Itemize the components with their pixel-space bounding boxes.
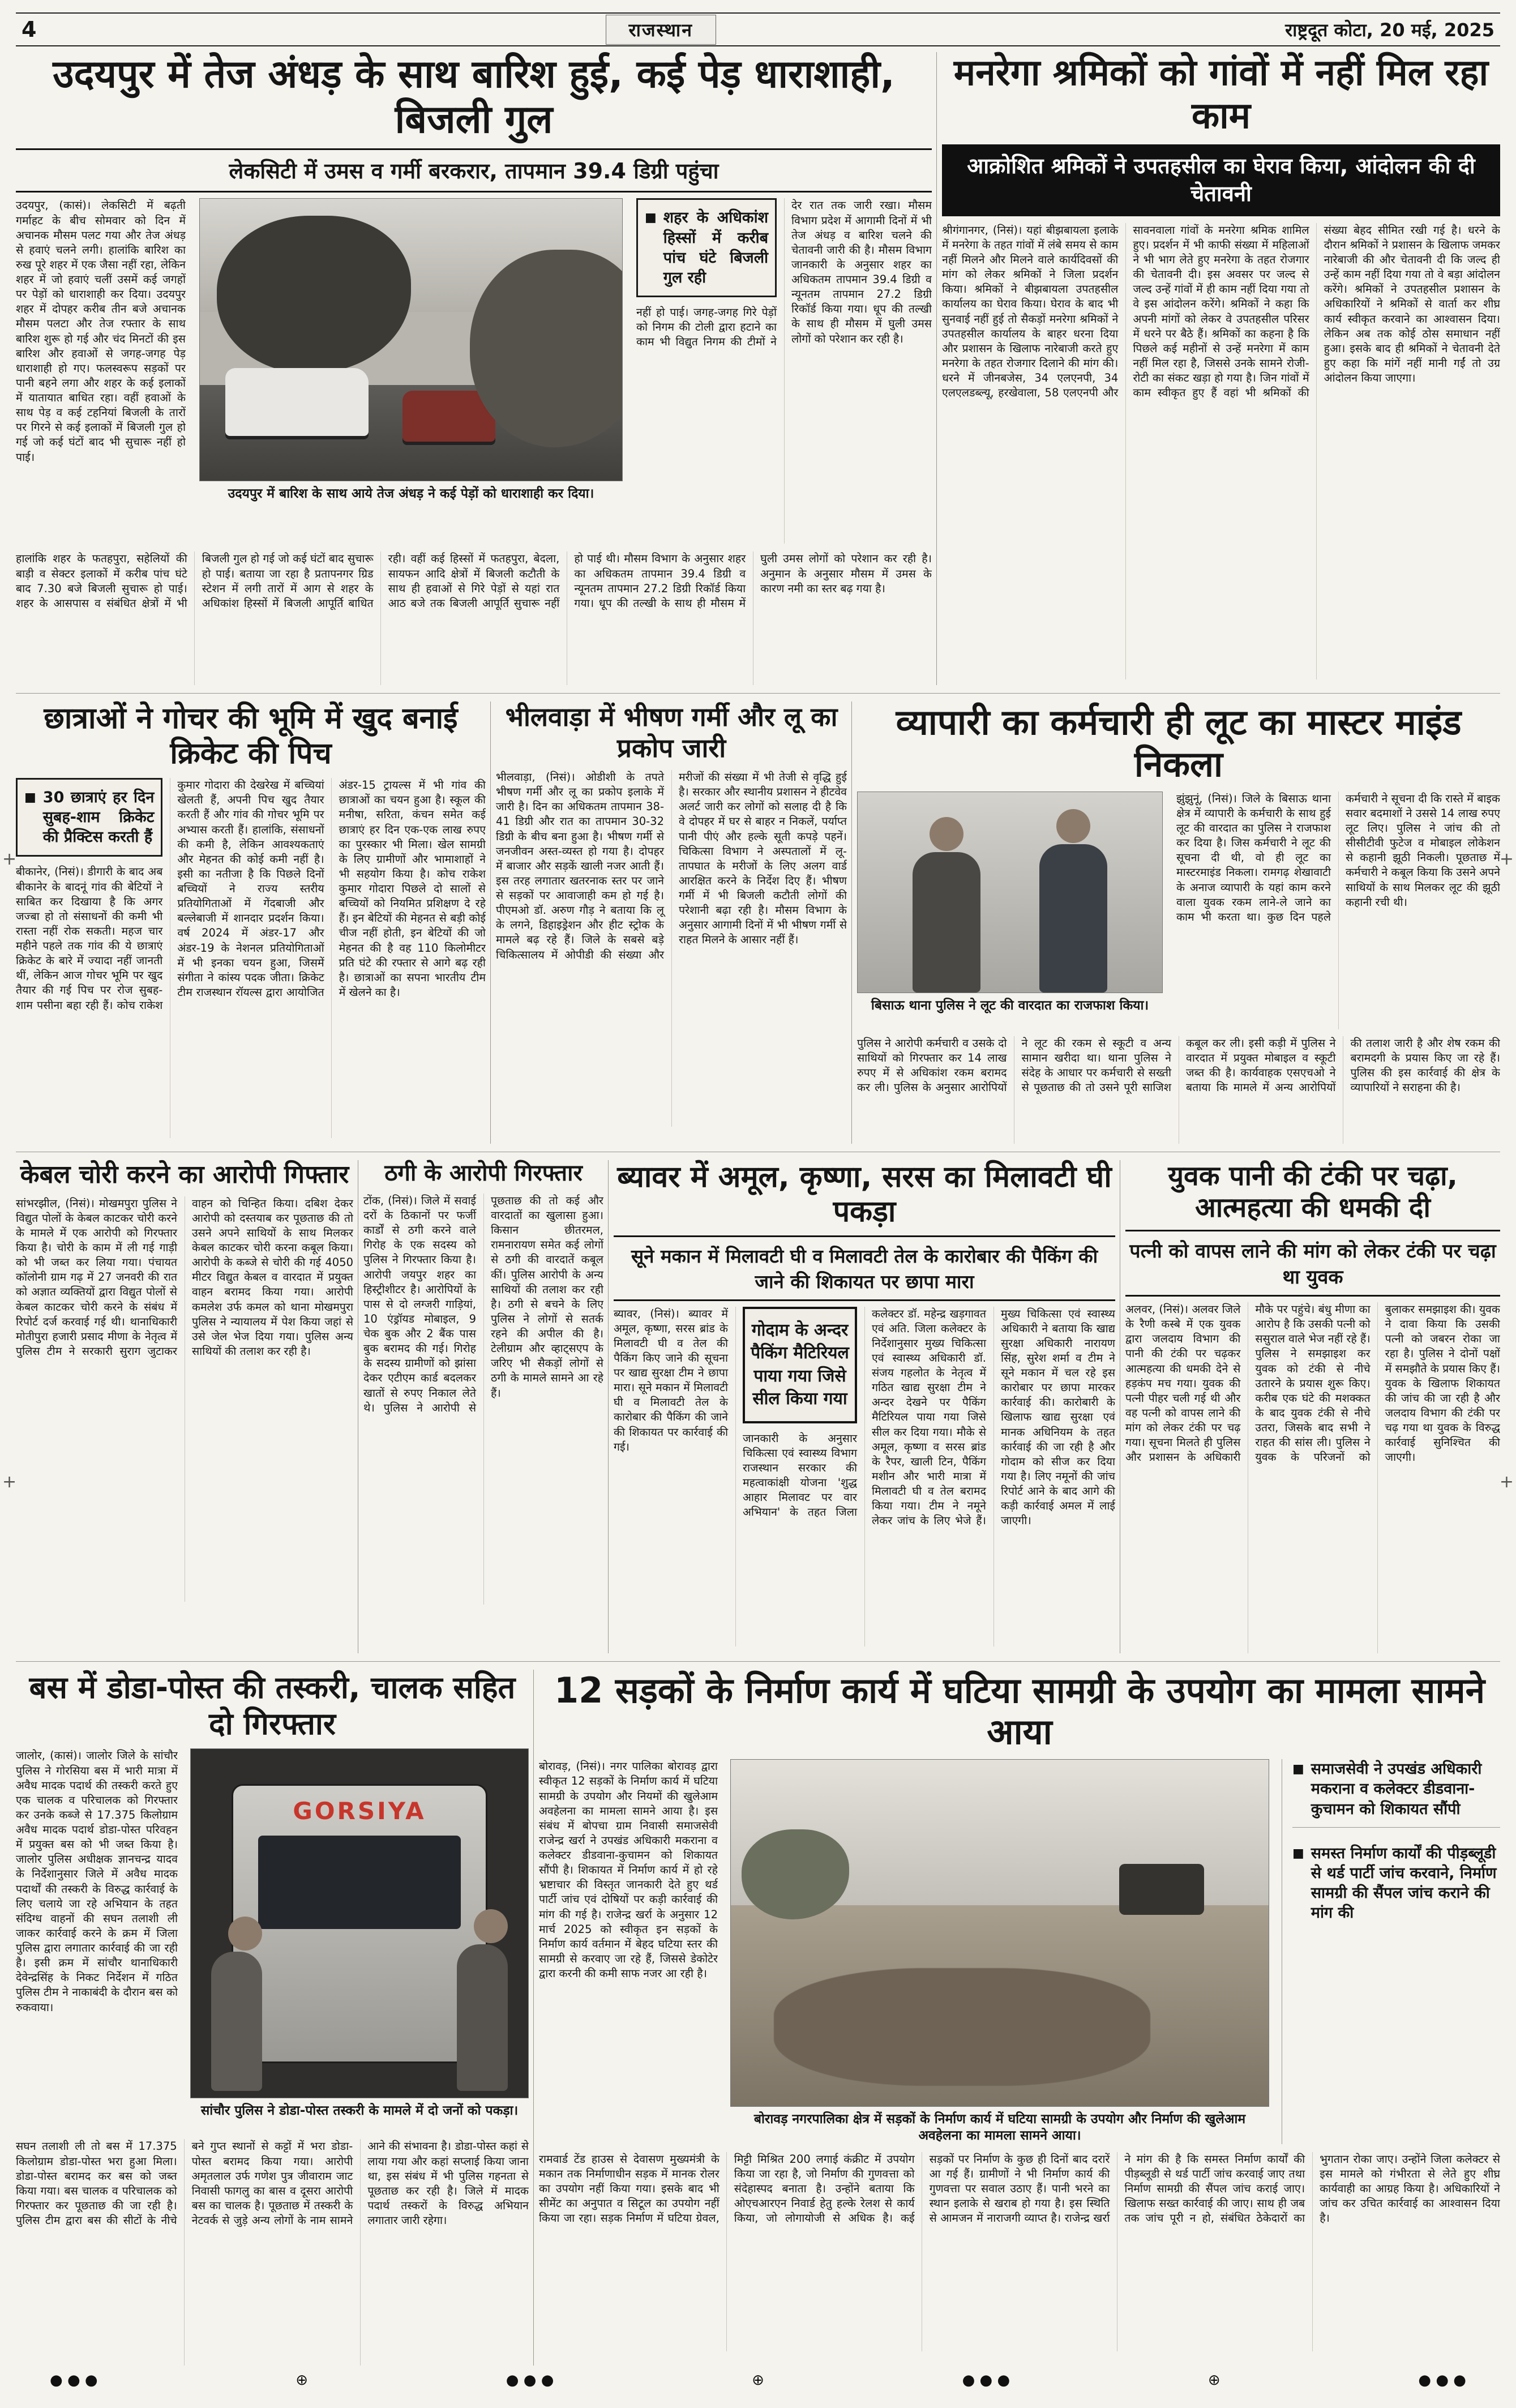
print-registration-marks bbox=[50, 2372, 1466, 2389]
photo-car bbox=[225, 368, 369, 436]
crop-mark-icon: + bbox=[2, 849, 17, 869]
bus-photo bbox=[190, 1748, 529, 2098]
roads-bullet-2 bbox=[1292, 1836, 1500, 1923]
article-loot-mastermind bbox=[857, 702, 1500, 1143]
roads-bullet-1-text: समाजसेवी ने उपखंड अधिकारी मकराना व कलेक्टर डीडवाना-कुचामन को शिकायत सौंपी bbox=[1311, 1760, 1482, 1818]
article-water-tank bbox=[1125, 1160, 1500, 1653]
registration-icon: ⊕ bbox=[752, 2372, 764, 2389]
column-divider bbox=[358, 1160, 359, 1653]
storm-photo bbox=[199, 198, 623, 481]
road-photo bbox=[730, 1759, 1269, 2107]
roads-bullet-1 bbox=[1292, 1759, 1500, 1827]
square-bullet-icon: ■ bbox=[1292, 1846, 1304, 1860]
photo-mud-patch bbox=[774, 1968, 1150, 2086]
subhead-mnrega: आक्रोशित श्रमिकों ने उपतहसील का घेराव किया, आंदोलन की दी चेतावनी bbox=[942, 144, 1500, 216]
photo-policeman-1 bbox=[211, 1952, 262, 2091]
headline-bus: बस में डोडा-पोस्त की तस्करी, चालक सहित दो गिरफ्तार bbox=[29, 1670, 516, 1742]
bus-photo-caption: सांचौर पुलिस ने डोडा-पोस्त तस्करी के मामले में दो जनों को पकड़ा। bbox=[200, 2103, 519, 2119]
article-bus-smuggling bbox=[16, 1670, 529, 2366]
article-roads-quality bbox=[539, 1670, 1500, 2366]
bus-body-bottom: सघन तलाशी ली तो बस में 17.375 किलोग्राम डोडा-पोस्त भरा हुआ मिला। डोडा-पोस्त बरामद कर बस को जब्त किया गया। बस चालक व परिचालक को गिरफ्तार कर पूछताछ की जा रही है। पुलिस टीम द्वारा बस की सीटों के नीचे बने गुप्त स्थानों से कट्टों में भरा डोडा-पोस्त बरामद किया गया। आरोपी अमृतलाल उर्फ गणेश पुत्र जीवाराम जाट निवासी फागलु का बास व दूसरा आरोपी बस का चालक है। पूछताछ में तस्करी के नेटवर्क से जुड़े अन्य लोगों के नाम सामने आने की संभावना है। डोडा-पोस्त कहां से लाया गया और कहां सप्लाई किया जाना था, इस संबंध में भी पुलिस गहनता से पूछताछ कर रही है। जिले में मादक पदार्थ तस्करों के विरुद्ध अभियान लगातार जारी रहेगा। bbox=[16, 2140, 529, 2227]
tank-body: अलवर, (निसं)। अलवर जिले के रैणी कस्बे में एक युवक द्वारा जलदाय विभाग की पानी की टंकी पर चढ़कर आत्महत्या की धमकी देने से हड़कंप मच गया। युवक की पत्नी पीहर चली गई थी और वह पत्नी को वापस लाने की मांग को लेकर टंकी पर चढ़ गया। सूचना मिलते ही पुलिस और प्रशासन के अधिकारी मौके पर पहुंचे। बंधु मीणा का आरोप है कि उसकी पत्नी को ससुराल वाले भेज नहीं रहे हैं। पुलिस ने समझाइश कर युवक को टंकी से नीचे उतारने के प्रयास शुरू किए। करीब एक घंटे की मशक्कत के बाद युवक टंकी से नीचे उतरा, जिसके बाद सभी ने राहत की सांस ली। पुलिस ने युवक के परिजनों को बुलाकर समझाइश की। युवक ने दावा किया कि उसकी पत्नी को जबरन रोका जा रहा है। पुलिस ने दोनों पक्षों में समझौते के प्रयास किए हैं। युवक के खिलाफ शिकायत की जांच की जा रही है और जलदाय विभाग की टंकी पर चढ़ गया था युवक के विरुद्ध कार्रवाई सुनिश्चित की जाएगी। bbox=[1125, 1303, 1500, 1464]
cricket-bullet-text: 30 छात्राएं हर दिन सुबह-शाम क्रिकेट की प्रैक्टिस करती हैं bbox=[42, 789, 155, 846]
headline-bhilwara: भीलवाड़ा में भीषण गर्मी और लू का प्रकोप जारी bbox=[505, 702, 838, 763]
udaipur-body-bottom: हालांकि शहर के फतहपुरा, सहेलियों की बाड़ी व सेक्टर इलाकों में करीब पांच घंटे बाद 7.30 बजे बिजली सुचारू हो पाई। शहर के आसपास व संबंधित क्षेत्रों में भी बिजली गुल हो गई जो कई घंटों बाद सुचारू हो पाई। बताया जा रहा है प्रतापनगर ग्रिड स्टेशन में लगी तारों में आग से शहर के अधिकांश हिस्सों में बिजली आपूर्ति बाधित रही। वहीं कई हिस्सों में फतहपुरा, बेदला, सायफन आदि क्षेत्रों में बिजली कटौती के साथ ही हवाओं से गिरे पेड़ों से यहां रात आठ बजे तक बिजली आपूर्ति सुचारू नहीं हो पाई थी। मौसम विभाग के अनुसार शहर का अधिकतम तापमान 39.4 डिग्री व न्यूनतम तापमान 27.2 डिग्री रिकॉर्ड किया गया। धूप की तल्खी के साथ ही मौसम में घुली उमस लोगों को परेशान कर रही है। अनुमान के अनुसार मौसम में उमस के कारण नमी का स्तर बढ़ गया है। bbox=[16, 552, 932, 610]
square-bullet-icon: ■ bbox=[1292, 1762, 1304, 1777]
cable-body: सांभरझील, (निसं)। मोखमपुरा पुलिस ने विद्युत पोलों के केबल काटकर चोरी करने के मामले में एक आरोपी को गिरफ्तार किया है। चोरी के काम में ली गई गाड़ी को भी जब्त कर लिया गया। पंचायत कॉलोनी ग्राम गढ़ में 27 जनवरी की रात को अज्ञात व्यक्तियों द्वारा विद्युत पोलों से केबल काटकर चोरी करने के संबंध में रिपोर्ट दर्ज करवाई गई थी। थानाधिकारी मोतीपुरा हजारी प्रसाद मीणा के नेतृत्व में पुलिस टीम ने सरकारी सुराग जुटाकर वाहन को चिन्हित किया। दबिश देकर आरोपी को दस्तयाब कर पूछताछ की तो उसने अपने साथियों के साथ मिलकर केबल काटकर चोरी करना कबूल किया। आरोपी के कब्जे से चोरी की गई 4050 मीटर विद्युत केबल व वारदात में प्रयुक्त वाहन बरामद किया गया। आरोपी कमलेश उर्फ कमल को थाना मोखमपुरा पुलिस ने न्यायालय में पेश किया जहां से उसे जेल भेज दिया गया। पुलिस अन्य साथियों की तलाश कर रही है। bbox=[16, 1196, 353, 1358]
headline-udaipur-storm: उदयपुर में तेज अंधड़ के साथ बारिश हुई, कई पेड़ धाराशाही, बिजली गुल bbox=[53, 52, 895, 143]
column-divider bbox=[936, 52, 937, 685]
crop-mark-icon: + bbox=[1499, 849, 1514, 869]
storm-photo-caption: उदयपुर में बारिश के साथ आये तेज अंधड़ ने कई पेड़ों को धाराशाही कर दिया। bbox=[228, 486, 594, 502]
headline-tank: युवक पानी की टंकी पर चढ़ा, आत्महत्या की धमकी दी bbox=[1168, 1160, 1458, 1224]
photo-background bbox=[858, 792, 1162, 993]
article-udaipur-storm bbox=[16, 52, 932, 685]
ghee-body-2: जानकारी के अनुसार चिकित्सा एवं स्वास्थ्य विभाग राजस्थान सरकार की महत्वाकांक्षी योजना 'शुद्ध आहार मिलावट पर वार अभियान' के तहत जिला कलेक्टर डॉ. महेन्द्र खड़गावत एवं अति. जिला कलेक्टर के निर्देशानुसार मुख्य चिकित्सा एवं स्वास्थ्य अधिकारी डॉ. संजय गहलोत के नेतृत्व में गठित खाद्य सुरक्षा टीम ने अन्दर देखने पर पैकिंग मैटिरियल पाया गया जिसे सील कर दिया गया। मौके से अमूल, कृष्णा व सरस ब्रांड के रैपर, खाली टिन, पैकिंग मशीन और भारी मात्रा में मिलावटी घी व तेल बरामद किया गया। टीम ने नमूने लेकर जांच के लिए भेजे हैं। मुख्य चिकित्सा एवं स्वास्थ्य अधिकारी ने बताया कि खाद्य सुरक्षा अधिकारी नारायण सिंह, सुरेश शर्मा व टीम ने सूने मकान में चल रहे इस कारोबार पर छापा मारकर कार्रवाई की। कारोबारी के खिलाफ खाद्य सुरक्षा एवं मानक अधिनियम के तहत कार्रवाई की जा रही है और गोदाम को सीज कर दिया गया है। लिए नमूनों की जांच रिपोर्ट आने के बाद आगे की कड़ी कार्रवाई अमल में लाई जाएगी। bbox=[743, 1307, 1115, 1528]
column-divider bbox=[1120, 1160, 1121, 1653]
edition-date: राष्ट्रदूत कोटा, 20 मई, 2025 bbox=[1285, 19, 1494, 41]
ghee-body-1: ब्यावर, (निसं)। ब्यावर में अमूल, कृष्णा, सरस ब्रांड के मिलावटी घी व तेल की पैकिंग किए जाने की सूचना पर खाद्य सुरक्षा टीम ने छापा मारा। सूने मकान में मिलावटी घी व मिलावटी तेल के कारोबार की पैकिंग की जाने की शिकायत पर कार्रवाई की गई। bbox=[614, 1307, 728, 1453]
loot-photo-caption: बिसाऊ थाना पुलिस ने लूट की वारदात का राजफाश किया। bbox=[871, 998, 1149, 1013]
loot-body-top: झुंझुनूं, (निसं)। जिले के बिसाऊ थाना क्षेत्र में व्यापारी के कर्मचारी के साथ हुई लूट की वारदात का पुलिस ने राजफाश कर दिया है। जिस कर्मचारी ने लूट की सूचना दी थी, वो ही लूट का मास्टरमाइंड निकला। रामगढ़ शेखावाटी के अनाज व्यापारी के यहां काम करने वाला युवक रकम लाने-ले जाने का काम भी करता था। कुछ दिन पहले कर्मचारी ने सूचना दी कि रास्ते में बाइक सवार बदमाशों ने उससे 14 लाख रुपए लूट लिए। पुलिस ने जांच की तो सीसीटीवी फुटेज व मोबाइल लोकेशन से कहानी झूठी निकली। पूछताछ में कर्मचारी ने कबूल किया कि उसने अपने साथियों के साथ मिलकर लूट की झूठी कहानी रची थी। bbox=[1176, 792, 1500, 923]
photo-suspect-2 bbox=[1039, 844, 1107, 993]
bhilwara-body: भीलवाड़ा, (निसं)। ओडीशी के तपते भीषण गर्मी और लू का प्रकोप इलाके में जारी है। दिन का अधिकतम तापमान 38-41 डिग्री और रात का तापमान 30-32 डिग्री के बीच बना हुआ है। भीषण गर्मी से जनजीवन अस्त-व्यस्त हो गया है। दोपहर में बाजार और सड़कें खाली नजर आती हैं। इस तरह लगातार खतरनाक स्तर पर जाने से सड़कों पर आवाजाही कम हो गई है। पीएमओ डॉ. अरुण गौड़ ने बताया कि लू के लगने, डिहाइड्रेशन और हीट स्ट्रोक के मामले बढ़ रहे हैं। जिले के सबसे बड़े चिकित्सालय में ओपीडी की संख्या और मरीजों की संख्या में भी तेजी से वृद्धि हुई है। सरकार और स्थानीय प्रशासन ने हीटवेव अलर्ट जारी कर लोगों को सलाह दी है कि वे दोपहर में घर से बाहर न निकलें, पर्याप्त पानी पीएं और हल्के सूती कपड़े पहनें। चिकित्सा विभाग ने अस्पतालों में लू-तापघात के मरीजों के लिए अलग वार्ड आरक्षित करने के निर्देश दिए हैं। भीषण गर्मी में भी बिजली कटौती लोगों की परेशानी बढ़ा रही है। मौसम विभाग के अनुसार आगामी दिनों में भी भीषण गर्मी से राहत मिलने के आसार नहीं हैं। bbox=[496, 771, 847, 961]
mnrega-body: श्रीगंगानगर, (निसं)। यहां बीझबायला इलाके में मनरेगा के तहत गांवों में लंबे समय से काम नहीं मिलने और मिलने वाले कार्यदिवसों की मांग को लेकर श्रमिकों ने जिला प्रदर्शन किया। श्रमिकों ने बीझबायला उपतहसील कार्यालय का घेराव किया। घेराव के बाद भी सुनवाई नहीं हुई तो सैकड़ों मनरेगा श्रमिकों ने उपतहसील कार्यालय के बाहर धरना दिया और प्रशासन के खिलाफ नारेबाजी करते हुए मनरेगा के तहत रोजगार दिलाने की मांग की। धरने में जीनबजेस, 34 एलएनपी, 34 एलएलडब्ल्यू, हरखेवाला, 58 एलएनपी और सावनवाला गांवों के मनरेगा श्रमिक शामिल हुए। प्रदर्शन में भी काफी संख्या में महिलाओं ने भी भाग लेते हुए मनरेगा के तहत रोजगार की चेतावनी दी। इस अवसर पर जल्द से जल्द उन्हें गांवों में ही काम नहीं दिया गया तो वे इस आंदोलन करेंगे। श्रमिकों ने कहा कि अपनी मांगों को लेकर वे उपतहसील परिसर में धरने पर बैठे हैं। श्रमिकों का कहना है कि पिछले कई महीनों से उन्हें मनरेगा में काम नहीं मिल रहा है, जिससे उनके सामने रोजी-रोटी का संकट खड़ा हो गया है। जिन गांवों में काम स्वीकृत हुए हैं वहां भी श्रमिकों की संख्या बेहद सीमित रखी गई है। धरने के दौरान श्रमिकों ने प्रशासन के खिलाफ जमकर नारेबाजी की और चेतावनी दी कि जल्द ही उन्हें काम नहीं दिया गया तो वे बड़ा आंदोलन करेंगे। श्रमिकों ने उपतहसील प्रशासन के अधिकारियों ने श्रमिकों से वार्ता कर शीघ्र कार्य स्वीकृत करवाने का आश्वासन दिया। लेकिन अब तक कोई ठोस समाधान नहीं हुआ। इसके बाद ही श्रमिकों ने चेतावनी देते हुए कहा कि मांगें नहीं मानी गईं तो उग्र आंदोलन किया जाएगा। bbox=[942, 223, 1500, 400]
row-separator bbox=[16, 693, 1500, 694]
article-cable-theft bbox=[16, 1160, 353, 1653]
road-photo-caption: बोरावड़ नगरपालिका क्षेत्र में सड़कों के निर्माण कार्य में घटिया सामग्री के उपयोग और निर्माण की खुलेआम अवहेलना का मामला सामने आया। bbox=[753, 2112, 1246, 2144]
row-separator bbox=[16, 1661, 1500, 1662]
loot-body-bottom: पुलिस ने आरोपी कर्मचारी व उसके दो साथियों को गिरफ्तार कर 14 लाख रुपए में से अधिकांश रकम बरामद कर ली। पुलिस के अनुसार आरोपियों ने लूट की रकम से स्कूटी व अन्य सामान खरीदा था। थाना पुलिस ने संदेह के आधार पर कर्मचारी से सख्ती से पूछताछ की तो उसने पूरी साजिश कबूल कर ली। इसी कड़ी में पुलिस ने वारदात में प्रयुक्त मोबाइल व स्कूटी जब्त की है। कार्यवाहक एसएचओ ने बताया कि मामले में अन्य आरोपियों की तलाश जारी है और शेष रकम की बरामदगी के प्रयास किए जा रहे हैं। पुलिस की इस कार्रवाई की क्षेत्र के व्यापारियों ने सराहना की है। bbox=[857, 1036, 1500, 1094]
dots-mark: ● ● ● bbox=[50, 2372, 98, 2389]
section-title: राजस्थान bbox=[606, 15, 716, 45]
column-divider bbox=[533, 1670, 534, 2366]
fraud-body: टोंक, (निसं)। जिले में सवाई दरों के ठिकानों पर फर्जी कार्डों से ठगी करने वाले गिरोह के एक सदस्य को पुलिस ने गिरफ्तार किया है। आरोपी जयपुर शहर का हिस्ट्रीशीटर है। आरोपियों के पास से दो लग्जरी गाड़ियां, 10 एंड्रॉयड मोबाइल, 9 चेक बुक और 2 बैंक पास बुक बरामद की गई। गिरोह के सदस्य ग्रामीणों को झांसा देकर एटीएम कार्ड बदलकर खातों से रुपए निकाल लेते थे। पुलिस ने आरोपी से पूछताछ की तो कई और वारदातों का खुलासा हुआ। किसान छीतरमल, रामनारायण समेत कई लोगों से ठगी की वारदातें कबूल कीं। पुलिस आरोपी के अन्य साथियों की तलाश कर रही है। ठगी से बचने के लिए पुलिस ने लोगों से सतर्क रहने की अपील की है। टेलीग्राम और व्हाट्सएप के जरिए भी सैकड़ों लोगों से ठगी के मामले सामने आ रहे हैं। bbox=[363, 1194, 603, 1414]
square-bullet-icon: ■ bbox=[645, 211, 657, 225]
udaipur-highlight-text: शहर के अधिकांश हिस्सों में करीब पांच घंटे बिजली गुल रही bbox=[663, 209, 768, 286]
subhead-tank: पत्नी को वापस लाने की मांग को लेकर टंकी पर चढ़ा था युवक bbox=[1125, 1230, 1500, 1297]
headline-loot: व्यापारी का कर्मचारी ही लूट का मास्टर माइंड निकला bbox=[896, 702, 1462, 785]
headline-cable: केबल चोरी करने का आरोपी गिफ्तार bbox=[20, 1160, 349, 1189]
headline-ghee: ब्यावर में अमूल, कृष्णा, सरस का मिलावटी घी पकड़ा bbox=[617, 1160, 1112, 1229]
photo-windshield bbox=[258, 1836, 461, 1930]
udaipur-highlight-box bbox=[636, 198, 777, 297]
crop-mark-icon: + bbox=[2, 1472, 17, 1492]
article-fraud-arrest bbox=[363, 1160, 603, 1653]
bus-body-left: जालोर, (कासं)। जालोर जिले के सांचौर पुलिस ने गोरसिया बस में भारी मात्रा में अवैध मादक पदार्थ की तस्करी करते हुए एक चालक व परिचालक को गिरफ्तार कर उनके कब्जे से 17.375 किलोग्राम अवैध मादक पदार्थ डोडा-पोस्त परिवहन में प्रयुक्त बस को भी जब्त किया है। जालोर पुलिस अधीक्षक ज्ञानचन्द्र यादव के निर्देशानुसार जिले में अवैध मादक पदार्थों की तस्करी के विरुद्ध कार्रवाई के लिए चलाये जा रहे अभियान के तहत संदिग्ध वाहनों की सघन तलाशी ली जाकर कार्रवाई करने के क्रम में जिला पुलिस द्वारा लगातार कार्रवाई की जा रही है। इसी क्रम में सांचौर थानाधिकारी देवेन्द्रसिंह के निकट निर्देशन में गठित पुलिस टीम ने नाकाबंदी के दौरान बस को रुकवाया। bbox=[16, 1749, 178, 2014]
crop-mark-icon: + bbox=[1499, 1472, 1514, 1492]
bus-name-text: GORSIYA bbox=[293, 1797, 426, 1825]
cricket-bullet-box bbox=[16, 778, 162, 857]
article-cricket-pitch bbox=[16, 702, 486, 1143]
square-bullet-icon: ■ bbox=[24, 790, 36, 805]
photo-suspect-1 bbox=[913, 852, 980, 993]
article-ghee-raid bbox=[614, 1160, 1115, 1653]
page-number: 4 bbox=[22, 17, 37, 42]
masthead bbox=[16, 12, 1500, 46]
subhead-udaipur-storm: लेकसिटी में उमस व गर्मी बरकरार, तापमान 39.4 डिग्री पहुंचा bbox=[16, 148, 932, 193]
udaipur-body-left: उदयपुर, (कासं)। लेकसिटी में बढ़ती गर्माहट के बीच सोमवार को दिन में अचानक मौसम पलट गया और तेज अंधड़ से हवाएं चलने लगी। हालांकि बारिश का रुख पूरे शहर में एक जैसा नहीं रहा, लेकिन शहर में जो हवाएं चलीं उसमें कई जगहों पर पेड़ों को धाराशाही कर दिया। उदयपुर शहर में दोपहर करीब तीन बजे अचानक मौसम पलटा और तेज रफ्तार के साथ बारिश शुरू हो गई और चंद मिनटों की इस बारिश और हवाओं से जगह-जगह पेड़ धाराशाही हो गए। फलस्वरूप सड़कों पर पानी बहने लगा और शहर के कई इलाकों में यातायात बाधित रहा। वहीं हवाओं के साथ पेड़ व कई टहनियां बिजली के तारों पर गिरने से कई इलाकों में बिजली गुल हो गई जो कई घंटों बाद भी सुचारू नहीं हो पाई। bbox=[16, 199, 186, 464]
registration-icon: ⊕ bbox=[1207, 2372, 1220, 2389]
ghee-inset-box: गोदाम के अन्दर पैकिंग मैटिरियल पाया गया जिसे सील किया गया bbox=[743, 1307, 857, 1423]
photo-road-roller bbox=[1119, 1864, 1204, 1915]
subhead-ghee: सूने मकान में मिलावटी घी व मिलावटी तेल के कारोबार की पैकिंग की जाने की शिकायत पर छापा मारा bbox=[614, 1235, 1115, 1301]
article-mnrega bbox=[942, 52, 1500, 685]
headline-cricket: छात्राओं ने गोचर की भूमि में खुद बनाई क्रिकेट की पिच bbox=[44, 702, 458, 771]
roads-body-left: बोरावड़, (निसं)। नगर पालिका बोरावड़ द्वारा स्वीकृत 12 सड़कों के निर्माण कार्य में घटिया सामग्री के उपयोग और नियमों की खुलेआम अवहेलना का मामला सामने आया है। इस संबंध में बोपचा ग्राम निवासी समाजसेवी राजेन्द्र खर्रा ने उपखंड अधिकारी मकराना व कलेक्टर डीडवाना-कुचामन को शिकायत सौंपी है। शिकायत में निर्माण कार्य में हो रहे भ्रष्टाचार की विस्तृत जानकारी देते हुए थर्ड पार्टी जांच एवं दोषियों पर कड़ी कार्रवाई की मांग की गई है। राजेन्द्र खर्रा के अनुसार 12 मार्च 2025 को स्वीकृत इन सड़कों के निर्माण कार्य वर्तमान में बेहद घटिया स्तर की सामग्री से करवाए जा रहे हैं, जिससे डेकोटेर द्वारा करनी की कमी साफ नजर आ रही है। bbox=[539, 1760, 718, 1981]
article-bhilwara-heat bbox=[496, 702, 847, 1143]
photo-debris bbox=[470, 250, 623, 447]
column-divider bbox=[608, 1160, 609, 1653]
photo-bus-front bbox=[232, 1784, 488, 2063]
photo-fallen-tree bbox=[217, 216, 411, 374]
dots-mark: ● ● ● bbox=[962, 2372, 1010, 2389]
headline-mnrega: मनरेगा श्रमिकों को गांवों में नहीं मिल रहा काम bbox=[953, 52, 1489, 137]
headline-roads: 12 सड़कों के निर्माण कार्य में घटिया सामग्री के उपयोग का मामला सामने आया bbox=[554, 1670, 1485, 1753]
headline-fraud: ठगी के आरोपी गिरफ्तार bbox=[384, 1160, 583, 1186]
dots-mark: ● ● ● bbox=[1418, 2372, 1466, 2389]
roads-bullet-2-text: समस्त निर्माण कार्यों की पीड़ब्लूडी से थर्ड पार्टी जांच करवाने, निर्माण सामग्री की सैंपल जांच कराने की मांग की bbox=[1311, 1844, 1497, 1922]
loot-photo bbox=[857, 792, 1163, 993]
column-divider bbox=[851, 702, 853, 1143]
roads-body-bottom: रामवार्ड टेंड हाउस से देवासण मुख्यमंत्री के मकान तक निर्माणाधीन सड़क में मानक रोलर का उपयोग नहीं किया गया। इसके बाद भी सीमेंट का अनुपात व सिटूल का उपयोग नहीं किया जा रहा। सड़क निर्माण में घटिया ग्रेवल, मिट्टी मिश्रित 200 लगाई कंक्रीट में उपयोग किया जा रहा है, जो निर्माण की गुणवत्ता को संदेहास्पद बनाता है। उन्होंने बताया कि ओएचआरएन निवार्ड हेतु हल्के रेलश से कार्य किया, जो लोगायोजी से अधिक है। कई सड़कों पर निर्माण के कुछ ही दिनों बाद दरारें आ गई हैं। ग्रामीणों ने भी निर्माण कार्य की गुणवत्ता पर सवाल उठाए हैं। पानी भरने का स्थान इलाके से खराब हो गया है। इस स्थिति से आमजन में नाराजगी व्याप्त है। राजेन्द्र खर्रा ने मांग की है कि समस्त निर्माण कार्यों की पीड़ब्लूडी से थर्ड पार्टी जांच करवाई जाए तथा निर्माण सामग्री की सैंपल जांच कराई जाए। खिलाफ सख्त कार्रवाई की जाए। साथ ही जब तक जांच पूरी न हो, संबंधित ठेकेदारों का भुगतान रोका जाए। उन्होंने जिला कलेक्टर से इस मामले को गंभीरता से लेते हुए शीघ्र कार्यवाही का आग्रह किया है। अधिकारियों ने जांच कर उचित कार्रवाई का आश्वासन दिया है। bbox=[539, 2152, 1500, 2225]
column-divider bbox=[490, 702, 491, 1143]
registration-icon: ⊕ bbox=[296, 2372, 309, 2389]
photo-policeman-2 bbox=[457, 1944, 508, 2091]
udaipur-body-right: नहीं हो पाई। जगह-जगह गिरे पेड़ों को निगम की टोली द्वारा हटाने का काम भी विद्युत निगम की टीमों ने देर रात तक जारी रखा। मौसम विभाग प्रदेश में आगामी दिनों में भी तेज अंधड़ व बारिश चलने की चेतावनी जारी की है। मौसम विभाग जानकारी के अनुसार शहर का अधिकतम तापमान 39.4 डिग्री व न्यूनतम तापमान 27.2 डिग्री रिकॉर्ड किया गया। धूप की तल्खी के साथ ही मौसम में घुली उमस लोगों को परेशान कर रही है। bbox=[636, 199, 932, 349]
dots-mark: ● ● ● bbox=[506, 2372, 554, 2389]
cricket-body: बीकानेर, (निसं)। डीगारी के बाद अब बीकानेर के बादनूं गांव की बेटियों ने साबित कर दिखाया है कि अगर जज्बा हो तो संसाधनों की कमी भी रास्ता नहीं रोक सकती। महज चार महीने पहले तक गांव की ये छात्राएं क्रिकेट के बारे में ज्यादा नहीं जानती थीं, लेकिन आज गोचर भूमि पर खुद तैयार की गई पिच पर रोज सुबह-शाम पसीना बहा रही हैं। कोच राकेश कुमार गोदारा की देखरेख में बच्चियां खेलती हैं, अपनी पिच खुद तैयार करती हैं और गांव की गोचर भूमि पर अभ्यास करती हैं। हालांकि, संसाधनों की कमी है, लेकिन आवश्यकताएं और मेहनत की कोई कमी नहीं है। इसी का नतीजा है कि पिछले दिनों बच्चियों ने राज्य स्तरीय प्रतियोगिताओं में गेंदबाजी और बल्लेबाजी में शानदार प्रदर्शन किया। वर्ष 2024 में अंडर-17 और अंडर-19 के नेशनल प्रतियोगिताओं में भी इनका चयन हुआ, जिसमें संगीता ने कांस्य पदक जीता। क्रिकेट टीम राजस्थान रॉयल्स द्वारा आयोजित अंडर-15 ट्रायल्स में भी गांव की छात्राओं का चयन हुआ है। स्कूल की मनीषा, सरिता, कंचन समेत कई छात्राएं हर दिन एक-एक लाख रुपए का पुरस्कार भी मिला। खेल सामग्री के लिए ग्रामीणों और भामाशाहों ने भी सहयोग किया है। कोच राकेश कुमार गोदारा पिछले दो सालों से बच्चियों को नियमित प्रशिक्षण दे रहे हैं। इन बेटियों की मेहनत से बड़ी कोई चीज नहीं होती, इन बेटियों की जो मेहनत की है वह 110 किलोमीटर प्रति घंटे की रफ्तार से आगे बढ़ रही है। छात्राओं का सपना भारतीय टीम में खेलने का है। bbox=[16, 779, 486, 1012]
